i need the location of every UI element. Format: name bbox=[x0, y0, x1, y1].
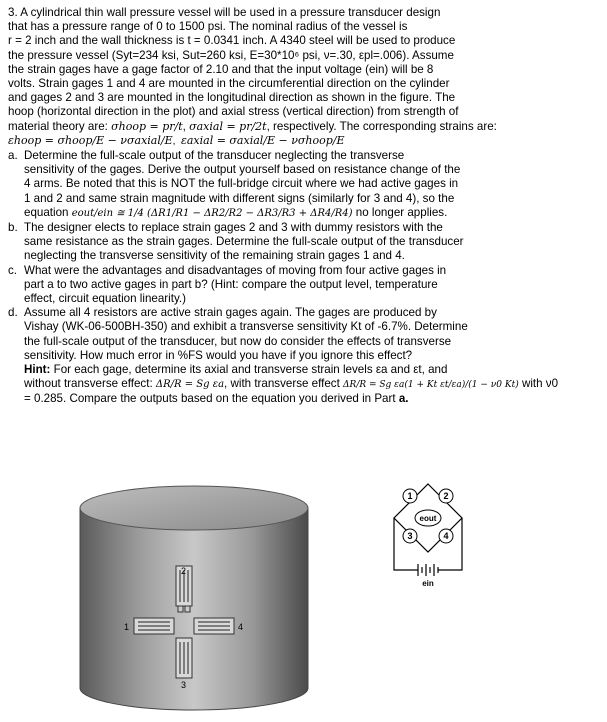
bridge-arm-1 bbox=[403, 489, 417, 503]
bridge-arm-2 bbox=[439, 489, 453, 503]
part-d: d. Assume all 4 resistors are active strain gages again. The gages are produced by Vishay (WK-06-500BH-350) and exhibit a transverse sensitivity Kt of -6.7%. Determine the full-scale output of the transducer, but now do consider the effects of transverse sensitivity. How much error in %FS would you have if you ignore this effect? Hint: For each gage, determine its axial and transverse strain levels εa and εt, and without transverse effect: ΔR/R = Sg εa, with transverse effect ΔR/R = Sg εa(1 + Kt εt/εa)/(1 − ν0 Kt) with ν0 = 0.285. Compare the outputs based on the equation you derived in Part a. bbox=[8, 306, 559, 406]
cylinder-body bbox=[80, 486, 308, 710]
statement-line: volts. Strain gages 1 and 4 are mounted in the circumferential direction on the cylinder bbox=[8, 77, 450, 91]
part-d-label: d. bbox=[8, 306, 18, 320]
gage-3-label: 3 bbox=[181, 680, 187, 690]
svg-text:2: 2 bbox=[443, 491, 449, 501]
gage-4-label: 4 bbox=[238, 622, 244, 632]
bridge-arm-3 bbox=[403, 529, 417, 543]
bridge-circuit-diagram bbox=[388, 478, 468, 588]
statement-line: hoop (horizontal direction in the plot) and axial stress (vertical direction) from strength of bbox=[8, 105, 459, 119]
strain-gage-4 bbox=[194, 618, 234, 634]
eout-node bbox=[415, 510, 441, 526]
hint-equation-transverse: ΔR/R = Sg εa(1 + Kt εt/εa)/(1 − ν0 Kt) bbox=[343, 380, 519, 391]
statement-line: the strain gages have a gage factor of 2.10 and that the input voltage (ein) will be 8 bbox=[8, 62, 434, 76]
strain-hoop-equation: εhoop = σhoop/E − νσaxial/E bbox=[8, 133, 173, 147]
ein-label: ein bbox=[422, 579, 434, 588]
sigma-hoop-equation: σhoop = pr/t bbox=[111, 119, 183, 133]
part-c: c. What were the advantages and disadvantages of moving from four active gages in part a to two active gages in part b? (Hint: compare the output level, temperature effect, circuit equation linearity.) bbox=[8, 263, 447, 306]
strain-equations-line: εhoop = σhoop/E − νσaxial/E, εaxial = σaxial/E − νσhoop/E bbox=[8, 133, 345, 147]
part-c-label: c. bbox=[8, 263, 18, 277]
part-a: a. Determine the full-scale output of the transducer neglecting the transverse sensitivity of the gages. Derive the output yourself based on resistance change of the 4 arms. Be noted that this is NOT the full-bridge circuit where we had active gages in 1 and 2 and same strain magnitude with different signs (similarly for 3 and 4), so the equation eout/ein ≅ 1/4 (ΔR1/R1 − ΔR2/R2 − ΔR3/R3 + ΔR4/R4) no longer applies. bbox=[8, 149, 461, 219]
statement-line: r = 2 inch and the wall thickness is t = 0.0341 inch. A 4340 steel will be used to produce bbox=[8, 34, 456, 48]
problem-statement bbox=[8, 6, 600, 149]
svg-text:3: 3 bbox=[407, 531, 413, 541]
statement-line: that has a pressure range of 0 to 1500 psi. The nominal radius of the vessel is bbox=[8, 20, 408, 34]
statement-line: and gages 2 and 3 are mounted in the longitudinal direction as shown in the figure. The bbox=[8, 91, 456, 105]
strain-gage-3 bbox=[176, 638, 192, 678]
stress-equations-line: material theory are: σhoop = pr/t, σaxial = pr/2t, respectively. The corresponding strains are: bbox=[8, 119, 497, 133]
svg-text:4: 4 bbox=[443, 531, 449, 541]
sigma-axial-equation: σaxial = pr/2t bbox=[189, 119, 267, 133]
svg-text:eout: eout bbox=[419, 514, 437, 523]
part-a-label: a. bbox=[8, 149, 18, 163]
strain-gage-1 bbox=[134, 618, 174, 634]
hint-label: Hint: bbox=[24, 363, 51, 377]
problem-text bbox=[8, 6, 600, 407]
part-b: b. The designer elects to replace strain gages 2 and 3 with dummy resistors with the same resistance as the strain gages. Determine the full-scale output of the transducer neglecting the transverse sensitivity of the remaining strain gages 1 and 4. bbox=[8, 221, 464, 263]
strain-axial-equation: εaxial = σaxial/E − νσhoop/E bbox=[180, 133, 345, 147]
gage-1-label: 1 bbox=[124, 622, 130, 632]
statement-line: 3. A cylindrical thin wall pressure vessel will be used in a pressure transducer design bbox=[8, 6, 441, 19]
gage-2-label: 2 bbox=[181, 566, 187, 576]
hint-equation-no-transverse: ΔR/R = Sg εa bbox=[155, 379, 225, 391]
bridge-arm-4 bbox=[439, 529, 453, 543]
svg-text:1: 1 bbox=[407, 491, 413, 501]
bridge-output-equation: eout/ein ≅ 1/4 (ΔR1/R1 − ΔR2/R2 − ΔR3/R3 + ΔR4/R4) bbox=[71, 207, 353, 219]
pressure-vessel-figure bbox=[74, 478, 314, 718]
part-b-label: b. bbox=[8, 221, 18, 235]
statement-line: the pressure vessel (Syt=234 ksi, Sut=260 ksi, E=30*10⁶ psi, ν=.30, εpl=.006). Assume bbox=[8, 48, 454, 62]
